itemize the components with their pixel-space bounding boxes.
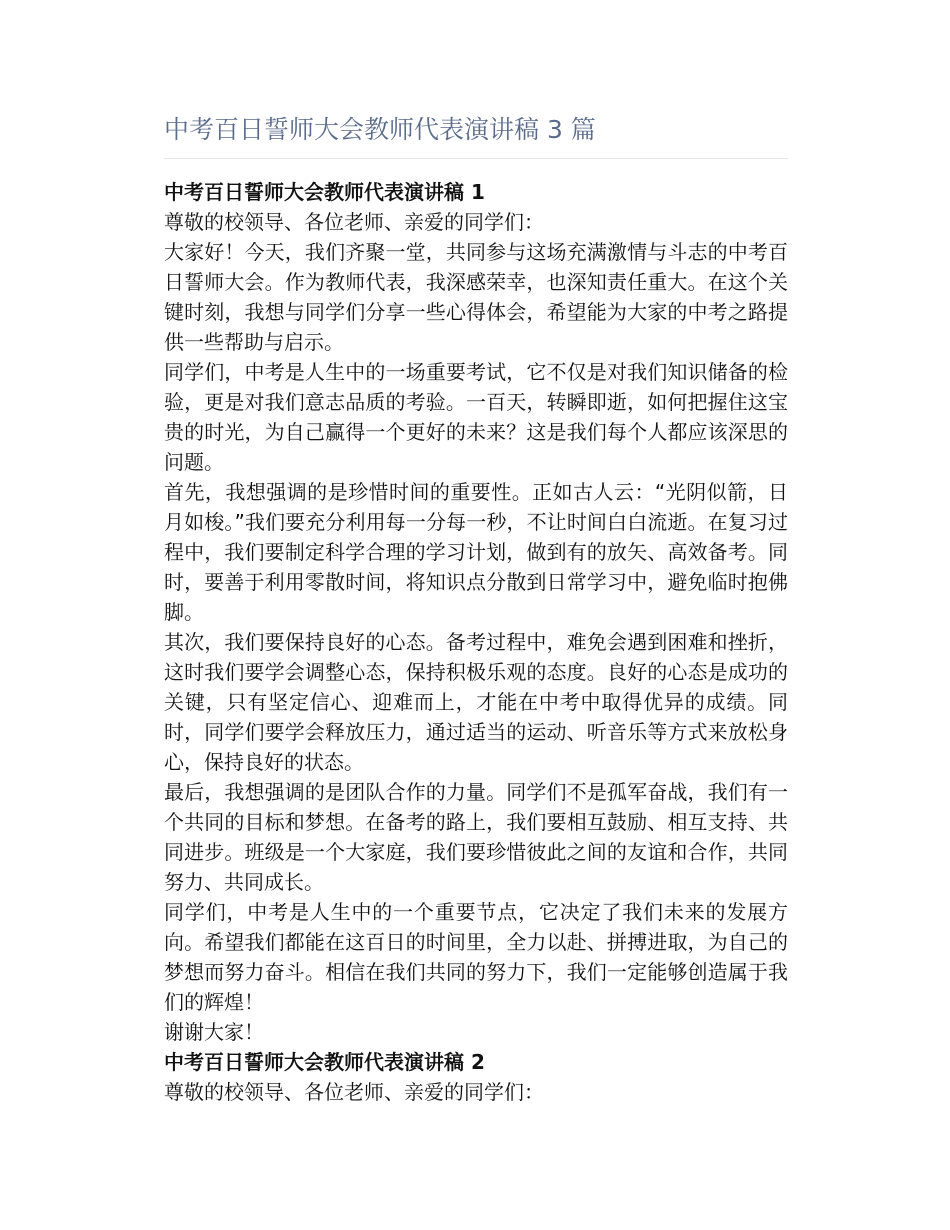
section-heading: 中考百日誓师大会教师代表演讲稿 2	[164, 1050, 485, 1074]
paragraph-greeting: 尊敬的校领导、各位老师、亲爱的同学们：	[164, 210, 544, 234]
paragraph-greeting: 尊敬的校领导、各位老师、亲爱的同学们：	[164, 1080, 544, 1104]
paragraph-closing: 谢谢大家！	[164, 1020, 264, 1044]
document-body	[164, 177, 788, 1107]
paragraph: 首先，我想强调的是珍惜时间的重要性。正如古人云：“光阴似箭，日月如梭。”我们要充分利用每一分每一秒，不让时间白白流逝。在复习过程中，我们要制定科学合理的学习计划，做到有的放矢、高效备考。同时，要善于利用零散时间，将知识点分散到日常学习中，避免临时抱佛脚。	[164, 480, 788, 624]
paragraph: 同学们，中考是人生中的一场重要考试，它不仅是对我们知识储备的检验，更是对我们意志品质的考验。一百天，转瞬即逝，如何把握住这宝贵的时光，为自己赢得一个更好的未来？这是我们每个人都应该深思的问题。	[164, 360, 788, 474]
document-title: 中考百日誓师大会教师代表演讲稿 3 篇	[164, 112, 788, 159]
section-heading: 中考百日誓师大会教师代表演讲稿 1	[164, 180, 485, 204]
section-2	[164, 1047, 788, 1107]
paragraph: 最后，我想强调的是团队合作的力量。同学们不是孤军奋战，我们有一个共同的目标和梦想。在备考的路上，我们要相互鼓励、相互支持、共同进步。班级是一个大家庭，我们要珍惜彼此之间的友谊和合作，共同努力、共同成长。	[164, 780, 788, 894]
paragraph: 大家好！今天，我们齐聚一堂，共同参与这场充满激情与斗志的中考百日誓师大会。作为教师代表，我深感荣幸，也深知责任重大。在这个关键时刻，我想与同学们分享一些心得体会，希望能为大家的中考之路提供一些帮助与启示。	[164, 240, 788, 354]
document-page	[164, 112, 788, 1107]
paragraph: 其次，我们要保持良好的心态。备考过程中，难免会遇到困难和挫折，这时我们要学会调整心态，保持积极乐观的态度。良好的心态是成功的关键，只有坚定信心、迎难而上，才能在中考中取得优异的成绩。同时，同学们要学会释放压力，通过适当的运动、听音乐等方式来放松身心，保持良好的状态。	[164, 630, 788, 774]
paragraph: 同学们，中考是人生中的一个重要节点，它决定了我们未来的发展方向。希望我们都能在这百日的时间里，全力以赴、拼搏进取，为自己的梦想而努力奋斗。相信在我们共同的努力下，我们一定能够创造属于我们的辉煌！	[164, 900, 788, 1014]
section-1	[164, 177, 788, 1047]
